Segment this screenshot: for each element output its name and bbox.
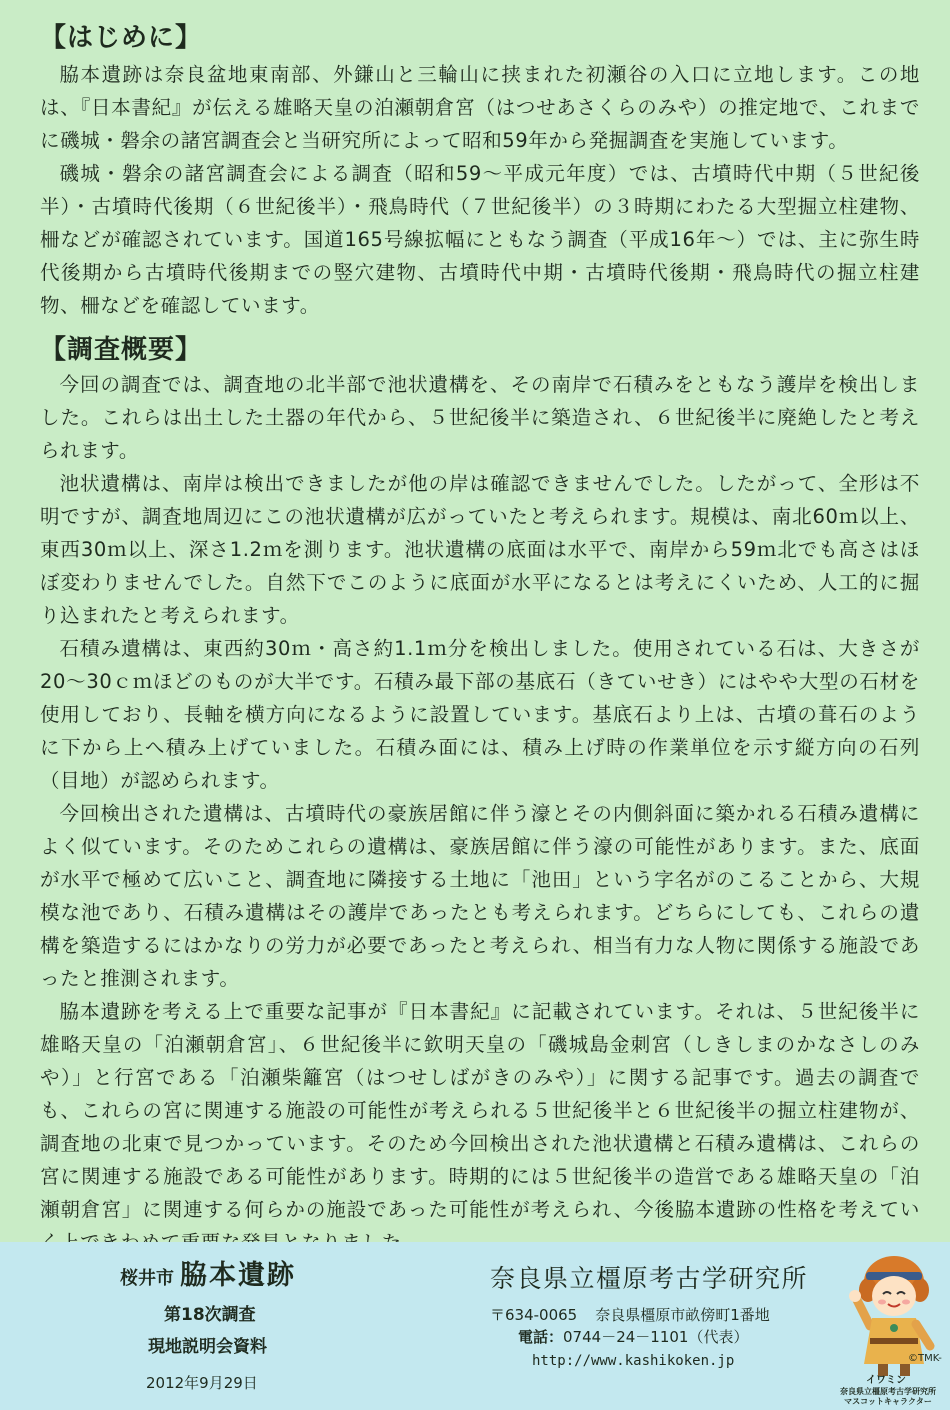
site-info <box>120 1256 340 1397</box>
intro-heading: 【はじめに】 <box>40 23 203 53</box>
phone <box>518 1326 830 1348</box>
overview-paragraph-2: 池状遺構は、南岸は検出できましたが他の岸は確認できませんでした。したがって、全形は不明ですが、調査地周辺にこの池状遺構が広がっていたと考えられます。規模は、南北60ｍ以上、東西30ｍ以上、深さ1.2ｍを測ります。池状遺構の底面は水平で、南岸から59ｍ北でも高さはほぼ変わりませんでした。自然下でこのように底面が水平になるとは考えにくいため、人工的に掘り込まれたと考えられます。 <box>40 472 920 627</box>
mascot-caption <box>832 1387 944 1407</box>
document-type: 現地説明会資料 <box>148 1337 267 1357</box>
overview-paragraph-3: 石積み遺構は、東西約30ｍ・高さ約1.1ｍ分を検出しました。使用されている石は、大きさが20～30ｃｍほどのものが大半です。石積み最下部の基底石（きていせき）にはやや大型の石材を使用しており、長軸を横方向になるように設置しています。基底石より上は、古墳の葺石のように下から上へ積み上げていました。石積み面には、積み上げ時の作業単位を示す縦方向の石列（目地）が認められます。 <box>40 637 920 792</box>
overview-section <box>40 368 920 1259</box>
overview-paragraph-5: 脇本遺跡を考える上で重要な記事が『日本書紀』に記載されています。それは、５世紀後半に雄略天皇の「泊瀬朝倉宮」、６世紀後半に欽明天皇の「磯城島金刺宮（しきしまのかなさしのみや）」と行宮である「泊瀬柴籬宮（はつせしばがきのみや）」に関する記事です。過去の調査でも、これらの宮に関連する施設の可能性が考えられる５世紀後半と６世紀後半の掘立柱建物が、調査地の北東で見つかっています。そのため今回検出された池状遺構と石積み遺構は、これらの宮に関連する施設である可能性があります。時期的には５世紀後半の造営である雄略天皇の「泊瀬朝倉宮」に関連する何らかの施設であった可能性が考えられ、今後脇本遺跡の性格を考えてい <box>40 1000 920 1221</box>
intro-paragraph-1: 脇本遺跡は奈良盆地東南部、外鎌山と三輪山に挟まれた初瀬谷の入口に立地します。この地は、『日本書紀』が伝える雄略天皇の泊瀬朝倉宮（はつせあさくらのみや）の推定地で、これまでに磯城・磐余の諸宮調査会と当研究所によって昭和59年から発掘調査を実施しています。 <box>40 63 920 152</box>
institute-info <box>490 1262 830 1374</box>
mascot-name: イワミン <box>866 1375 906 1386</box>
overview-paragraph-4: 今回検出された遺構は、古墳時代の豪族居館に伴う濠とその内側斜面に築かれる石積み遺構によく似ています。そのためこれらの遺構は、豪族居館に伴う濠の可能性があります。また、底面が水平で極めて広いこと、調査地に隣接する土地に「池田」という字名がのこることから、大規模な池であり、石積み遺構はその護岸であったとも考えられます。どちらにしても、これらの遺構を築造するにはかなりの労力が必要であったと考えられ、相当有力な人物に関係する施設であったと推測されます。 <box>40 802 920 990</box>
overview-heading: 【調査概要】 <box>40 335 203 365</box>
mascot-caption-line-2: マスコットキャラクター <box>844 1397 932 1406</box>
survey-number: 第18次調査 <box>164 1305 256 1325</box>
mascot-copyright: ©TMK- <box>908 1353 942 1364</box>
website-link[interactable]: http://www.kashikoken.jp <box>532 1353 735 1369</box>
postal-code: 〒634-0065 <box>490 1306 578 1324</box>
city-name: 桜井市 <box>120 1268 174 1289</box>
phone-number: 0744－24－1101（代表） <box>563 1328 749 1346</box>
site-name: 脇本遺跡 <box>180 1260 296 1291</box>
footer <box>0 1242 950 1410</box>
document-date: 2012年9月29日 <box>146 1374 258 1392</box>
phone-label: 電話： <box>518 1328 564 1346</box>
institute-name: 奈良県立橿原考古学研究所 <box>490 1264 809 1293</box>
overview-paragraph-1: 今回の調査では、調査地の北半部で池状遺構を、その南岸で石積みをともなう護岸を検出しました。これらは出土した土器の年代から、５世紀後半に築造され、６世紀後半に廃絶したと考えられます。 <box>40 373 920 462</box>
mascot-face-icon <box>872 1276 916 1316</box>
mascot-caption-line-1: 奈良県立橿原考古学研究所 <box>840 1387 936 1396</box>
intro-paragraph-2: 磯城・磐余の諸宮調査会による調査（昭和59～平成元年度）では、古墳時代中期（５世紀後半）・古墳時代後期（６世紀後半）・飛鳥時代（７世紀後半）の３時期にわたる大型掘立柱建物、柵などが確認されています。国道165号線拡幅にともなう調査（平成16年～）では、主に弥生時代後期から古墳時代後期までの竪穴建物、古墳時代中期・古墳時代後期・飛鳥時代の掘立柱建物、柵などを確認しています。 <box>40 162 920 317</box>
street-address: 奈良県橿原市畝傍町1番地 <box>595 1306 770 1324</box>
intro-section <box>40 58 920 322</box>
address <box>490 1304 830 1326</box>
